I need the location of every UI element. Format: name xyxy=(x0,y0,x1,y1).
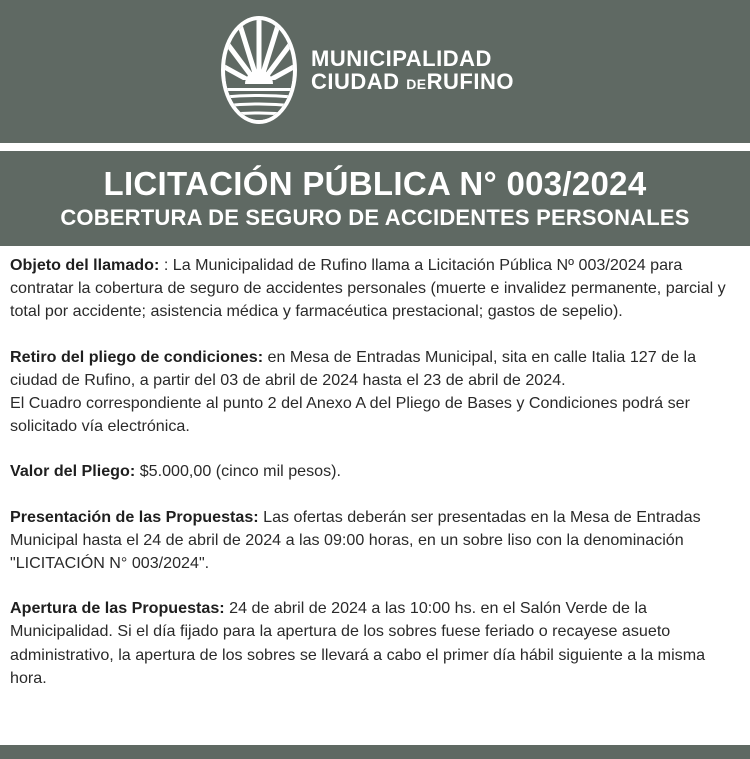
title-banner xyxy=(0,151,750,246)
footer-bar xyxy=(0,745,750,759)
section-text: $5.000,00 (cinco mil pesos). xyxy=(135,462,341,481)
section-apertura xyxy=(10,597,742,690)
section-text-2: El Cuadro correspondiente al punto 2 del Anexo A del Pliego de Bases y Condiciones podrá ser solicitado vía electrónica. xyxy=(10,394,690,436)
section-label: Retiro del pliego de condiciones: xyxy=(10,347,264,366)
section-text: en Mesa de Entradas Municipal, sita en calle Italia 127 de la ciudad de Rufino, a partir del 03 de abril de 2024 hasta el 23 de abril de 2024. xyxy=(10,347,697,389)
brand-de: DE xyxy=(406,76,427,92)
municipal-seal-icon xyxy=(219,14,299,126)
brand-line-2 xyxy=(311,71,514,93)
section-label: Presentación de las Propuestas: xyxy=(10,507,259,526)
section-valor xyxy=(10,460,742,483)
section-text: 24 de abril de 2024 a las 10:00 hs. en el Salón Verde de la Municipalidad. Si el día fijado para la apertura de los sobres fuese feriado o recayese asueto administrativo, la apertura de los sobres se llevará a cabo el primer día hábil siguiente a la misma hora. xyxy=(10,599,706,687)
section-presentacion xyxy=(10,506,742,576)
brand-city: CIUDAD xyxy=(311,69,400,94)
section-text: : La Municipalidad de Rufino llama a Licitación Pública Nº 003/2024 para contratar la cobertura de seguro de accidentes personales (muerte e invalidez permanente, parcial y total por accidente; asistencia médica y farmacéutica prestacional; gastos de sepelio). xyxy=(10,256,726,321)
notice-body xyxy=(10,254,742,690)
brand-name xyxy=(311,48,514,93)
section-text: Las ofertas deberán ser presentadas en la Mesa de Entradas Municipal hasta el 24 de abril de 2024 a las 09:00 horas, en un sobre liso con la denominación "LICITACIÓN N° 003/2024". xyxy=(10,507,701,573)
page-title: LICITACIÓN PÚBLICA N° 003/2024 xyxy=(103,165,647,202)
brand-rufino: RUFINO xyxy=(426,69,514,94)
section-label: Valor del Pliego: xyxy=(10,462,136,481)
section-objeto xyxy=(10,254,742,324)
brand-line-1: MUNICIPALIDAD xyxy=(311,46,492,71)
header-banner xyxy=(0,0,750,143)
section-retiro xyxy=(10,346,742,439)
section-label: Apertura de las Propuestas: xyxy=(10,599,225,618)
section-label: Objeto del llamado: xyxy=(10,256,160,274)
header-separator xyxy=(0,143,750,151)
page-subtitle: COBERTURA DE SEGURO DE ACCIDENTES PERSONALES xyxy=(60,205,690,230)
